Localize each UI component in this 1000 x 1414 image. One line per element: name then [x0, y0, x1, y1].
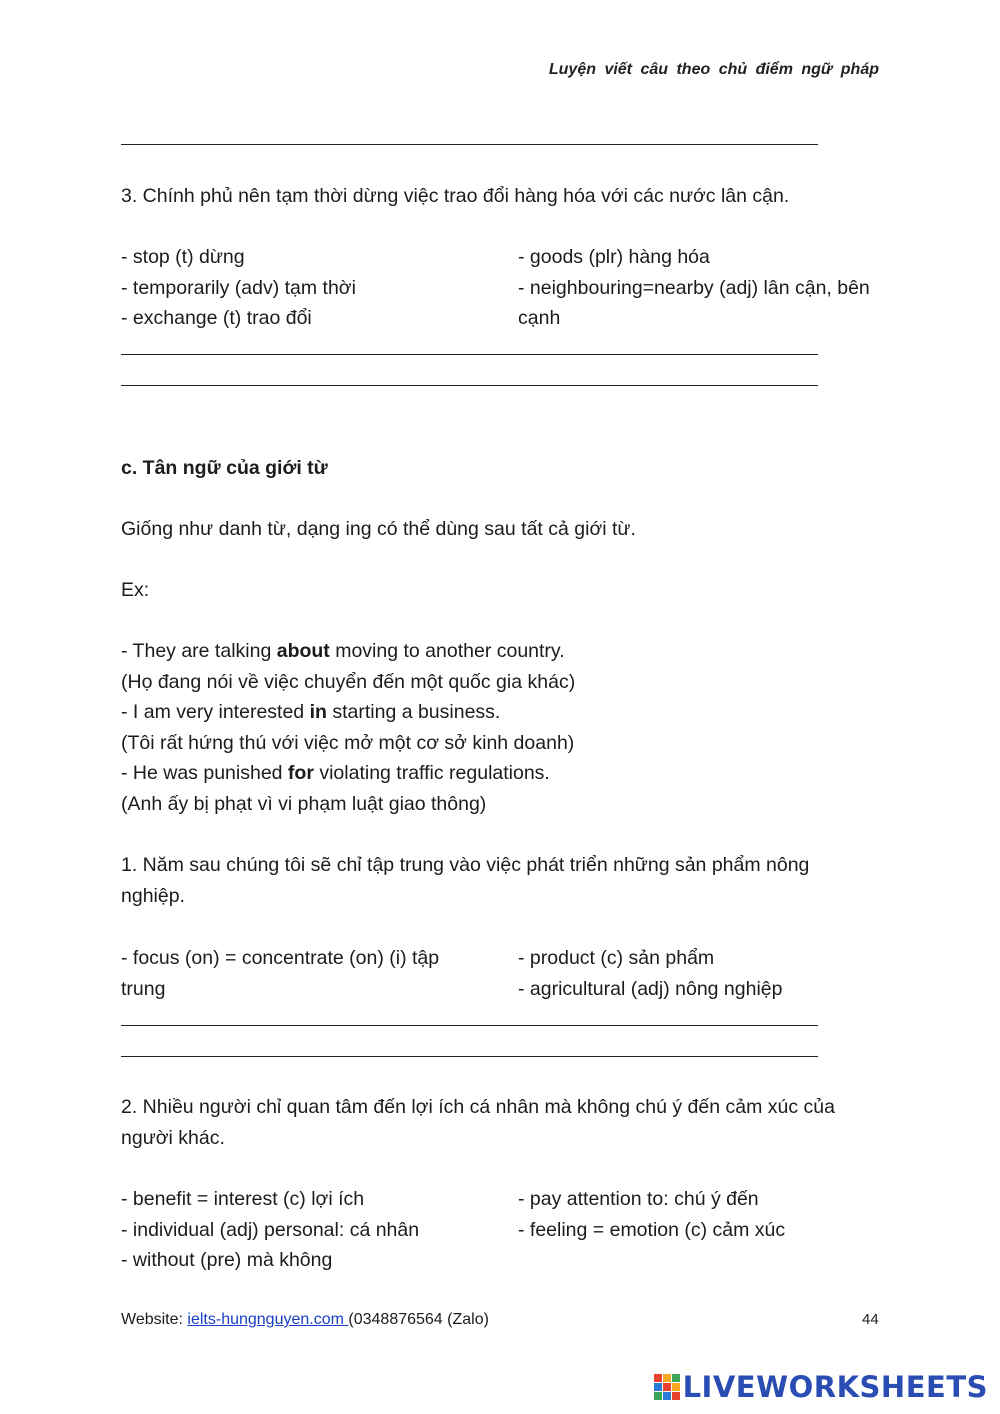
answer-line[interactable] [121, 1025, 818, 1026]
logo-grid-icon [654, 1374, 680, 1400]
example-sentence: - I am very interested in starting a business. [121, 701, 501, 723]
website-link[interactable]: ielts-hungnguyen.com [187, 1311, 349, 1328]
vocab-item: - product (c) sản phẩm [518, 947, 715, 969]
exercise-c2-vocab-right [518, 1184, 785, 1245]
exercise-3-vocab-right [518, 242, 870, 334]
vocab-item: cạnh [518, 307, 561, 329]
vocab-item: - without (pre) mà không [121, 1249, 333, 1271]
liveworksheets-logo [654, 1370, 988, 1404]
vocab-item: - stop (t) dừng [121, 246, 245, 268]
section-c-intro: Giống như danh từ, dạng ing có thể dùng sau tất cả giới từ. [121, 518, 636, 540]
exercise-c1-vocab-left [121, 943, 439, 1004]
section-c-heading: c. Tân ngữ của giới từ [121, 457, 328, 479]
page-number: 44 [862, 1311, 879, 1328]
vocab-item: - individual (adj) personal: cá nhân [121, 1218, 420, 1241]
vocab-item: - temporarily (adv) tạm thời [121, 276, 356, 299]
exercise-c1-vocab-right [518, 943, 783, 1004]
vocab-item: - feeling = emotion (c) cảm xúc [518, 1218, 786, 1241]
footer-website: Website: ielts-hungnguyen.com (0348876564 (Zalo) [121, 1311, 489, 1328]
vocab-item: - exchange (t) trao đổi [121, 307, 312, 329]
page-header-title: Luyện viết câu theo chủ điểm ngữ pháp [548, 61, 879, 78]
example-sentence: - He was punished for violating traffic regulations. [121, 762, 550, 784]
exercise-c2-vocab-left [121, 1184, 419, 1276]
answer-line[interactable] [121, 385, 818, 386]
preposition-highlight: in [309, 701, 327, 723]
vocab-item: - goods (plr) hàng hóa [518, 246, 710, 268]
example-translation: (Tôi rất hứng thú với việc mở một cơ sở kinh doanh) [121, 731, 575, 754]
exercise-c1-question: 1. Năm sau chúng tôi sẽ chỉ tập trung vào việc phát triển những sản phẩm nông nghiệp. [121, 854, 810, 907]
answer-line[interactable] [121, 354, 818, 355]
exercise-c2-question: 2. Nhiều người chỉ quan tâm đến lợi ích cá nhân mà không chú ý đến cảm xúc của người khác. [121, 1096, 835, 1149]
examples-list [121, 636, 575, 819]
exercise-3-vocab-left [121, 242, 356, 334]
vocab-item: - agricultural (adj) nông nghiệp [518, 977, 783, 1000]
answer-line[interactable] [121, 144, 818, 145]
vocab-item: - benefit = interest (c) lợi ích [121, 1188, 365, 1210]
example-translation: (Họ đang nói về việc chuyển đến một quốc gia khác) [121, 670, 576, 693]
vocab-item: - neighbouring=nearby (adj) lân cận, bên [518, 276, 870, 299]
preposition-highlight: for [287, 762, 314, 784]
example-label: Ex: [121, 579, 150, 601]
answer-line[interactable] [121, 1056, 818, 1057]
vocab-item: trung [121, 977, 166, 1000]
example-sentence: - They are talking about moving to another country. [121, 640, 565, 662]
vocab-item: - focus (on) = concentrate (on) (i) tập [121, 947, 440, 969]
preposition-highlight: about [276, 640, 330, 662]
example-translation: (Anh ấy bị phạt vì vi phạm luật giao thông) [121, 792, 487, 815]
logo-text: LIVEWORKSHEETS [682, 1370, 988, 1404]
vocab-item: - pay attention to: chú ý đến [518, 1188, 759, 1210]
exercise-3-question: 3. Chính phủ nên tạm thời dừng việc trao đổi hàng hóa với các nước lân cận. [121, 185, 790, 207]
